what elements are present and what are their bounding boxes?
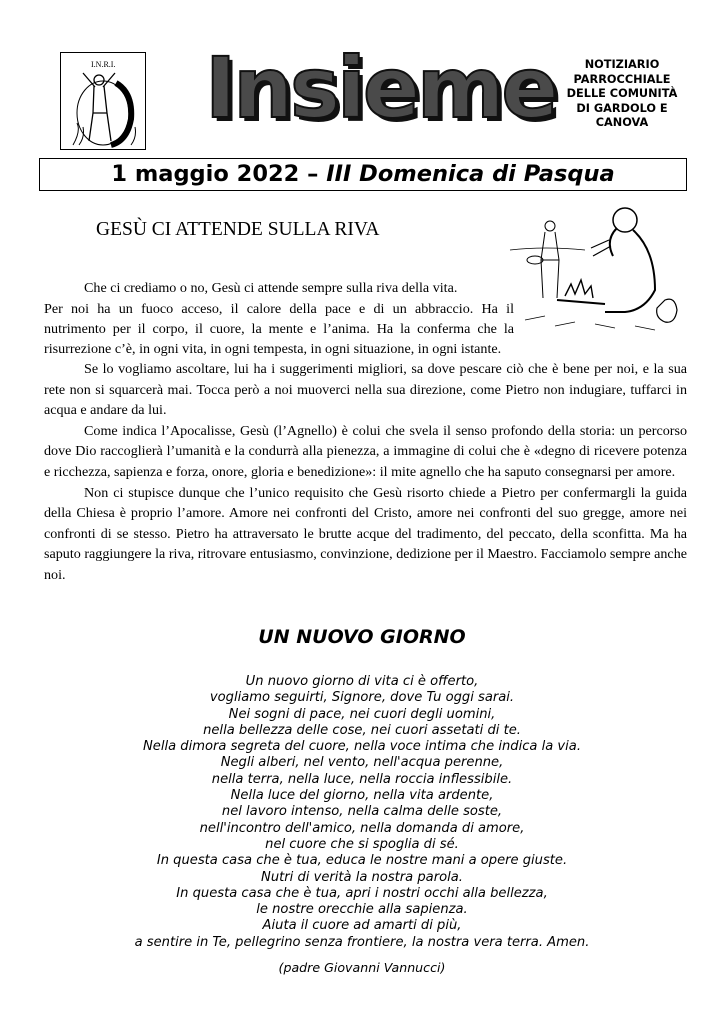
- poem-line: nel lavoro intenso, nella calma delle soste,: [221, 804, 503, 820]
- poem-line: In questa casa che è tua, educa le nostre mani a opere giuste.: [156, 853, 568, 869]
- paragraph-line: Che ci crediamo o no, Gesù ci attende sempre sulla riva della vita.: [84, 280, 458, 296]
- poem-line: Nella luce del giorno, nella vita ardente,: [230, 788, 494, 804]
- newsletter-subtitle: NOTIZIARIO PARROCCHIALE DELLE COMUNITÀ DI GARDOLO E CANOVA: [566, 58, 678, 130]
- poem-line: Aiuta il cuore ad amarti di più,: [262, 918, 462, 934]
- issue-date: 1 maggio 2022 –: [111, 161, 327, 187]
- masthead-title: Insieme: [205, 39, 556, 137]
- article-paragraph-4: Non ci stupisce dunque che l’unico requisito che Gesù risorto chiede a Pietro per confermargli la guida della Chiesa è proprio l’amore. Amore nei confronti del Cristo, amore nei confronti del suo gregge, amore nei confronti di se stesso. Pietro ha attraversato le brutte acque del tradimento, del peccato, della sconfitta. Ma ha saputo raggiungere la riva, ritrovare entusiasmo, convinzione, dedizione per il Maestro. Facciamolo sempre anche noi.: [44, 484, 687, 583]
- poem-line: nell'incontro dell'amico, nella domanda di amore,: [199, 820, 525, 836]
- parish-logo: [60, 52, 146, 150]
- article-paragraph-2: Se lo vogliamo ascoltare, lui ha i suggerimenti migliori, sa dove pescare ciò che è bene per noi, e la sua rete non si squarcerà mai. Tocca però a noi muoverci nella sua direzione, come Pietro non indugiare, tuffarci in acqua e andare da lui.: [44, 361, 687, 419]
- article-paragraph-3: Come indica l’Apocalisse, Gesù (l’Agnello) è colui che svela il senso profondo della storia: un percorso dove Dio raccoglierà l’umanità e la condurrà alla pienezza, a immagine di colui che è «degno di ricevere potenza e ricchezza, sapienza e forza, onore, gloria e benedizione»: il mite agnello che ha saputo consegnarsi per amore.: [44, 422, 687, 480]
- article-paragraph-1: [44, 278, 514, 340]
- poem-line: Nutri di verità la nostra parola.: [261, 869, 463, 885]
- poem-author: (padre Giovanni Vannucci): [278, 960, 446, 975]
- poem-body: [40, 674, 684, 951]
- poem-line: le nostre orecchie alla sapienza.: [256, 902, 468, 918]
- article-title: GESÙ CI ATTENDE SULLA RIVA: [96, 219, 380, 240]
- poem-line: Nei sogni di pace, nei cuori degli uomini,: [228, 706, 496, 722]
- poem-title: UN NUOVO GIORNO: [258, 626, 466, 648]
- poem-line: nel cuore che si spoglia di sé.: [265, 836, 459, 852]
- paragraph-line: Per noi ha un fuoco acceso, il calore della pace e di un abbraccio. Ha il: [44, 300, 514, 317]
- masthead: [205, 39, 556, 138]
- paragraph-line: nutrimento per il corpo, il cuore, la mente e l’anima. Ha la conferma che la: [44, 321, 514, 338]
- article-illustration: [505, 200, 688, 340]
- risen-christ-drawing-icon: [61, 53, 145, 149]
- poem-line: nella terra, nella luce, nella roccia inflessibile.: [211, 771, 513, 787]
- jesus-lamb-fire-drawing-icon: [505, 200, 688, 340]
- poem-line: Nella dimora segreta del cuore, nella voce intima che indica la via.: [142, 739, 581, 755]
- poem-line: Un nuovo giorno di vita ci è offerto,: [245, 674, 479, 689]
- paragraph-line: risurrezione c’è, in ogni vita, in ogni tempesta, in ogni situazione, in ogni istante.: [44, 341, 502, 357]
- poem-line: a sentire in Te, pellegrino senza frontiere, la nostra vera terra. Amen.: [134, 934, 590, 950]
- poem-line: Negli alberi, nel vento, nell'acqua perenne,: [220, 755, 504, 771]
- poem-line: In questa casa che è tua, apri i nostri occhi alla bellezza,: [176, 885, 548, 901]
- article-body: [44, 359, 687, 586]
- liturgical-occasion: III Domenica di Pasqua: [326, 161, 615, 187]
- date-banner: [39, 158, 687, 191]
- poem-line: nella bellezza delle cose, nei cuori assetati di te.: [203, 722, 521, 738]
- poem-line: vogliamo seguirti, Signore, dove Tu oggi sarai.: [209, 690, 515, 706]
- svg-text:I.N.R.I.: I.N.R.I.: [91, 60, 116, 69]
